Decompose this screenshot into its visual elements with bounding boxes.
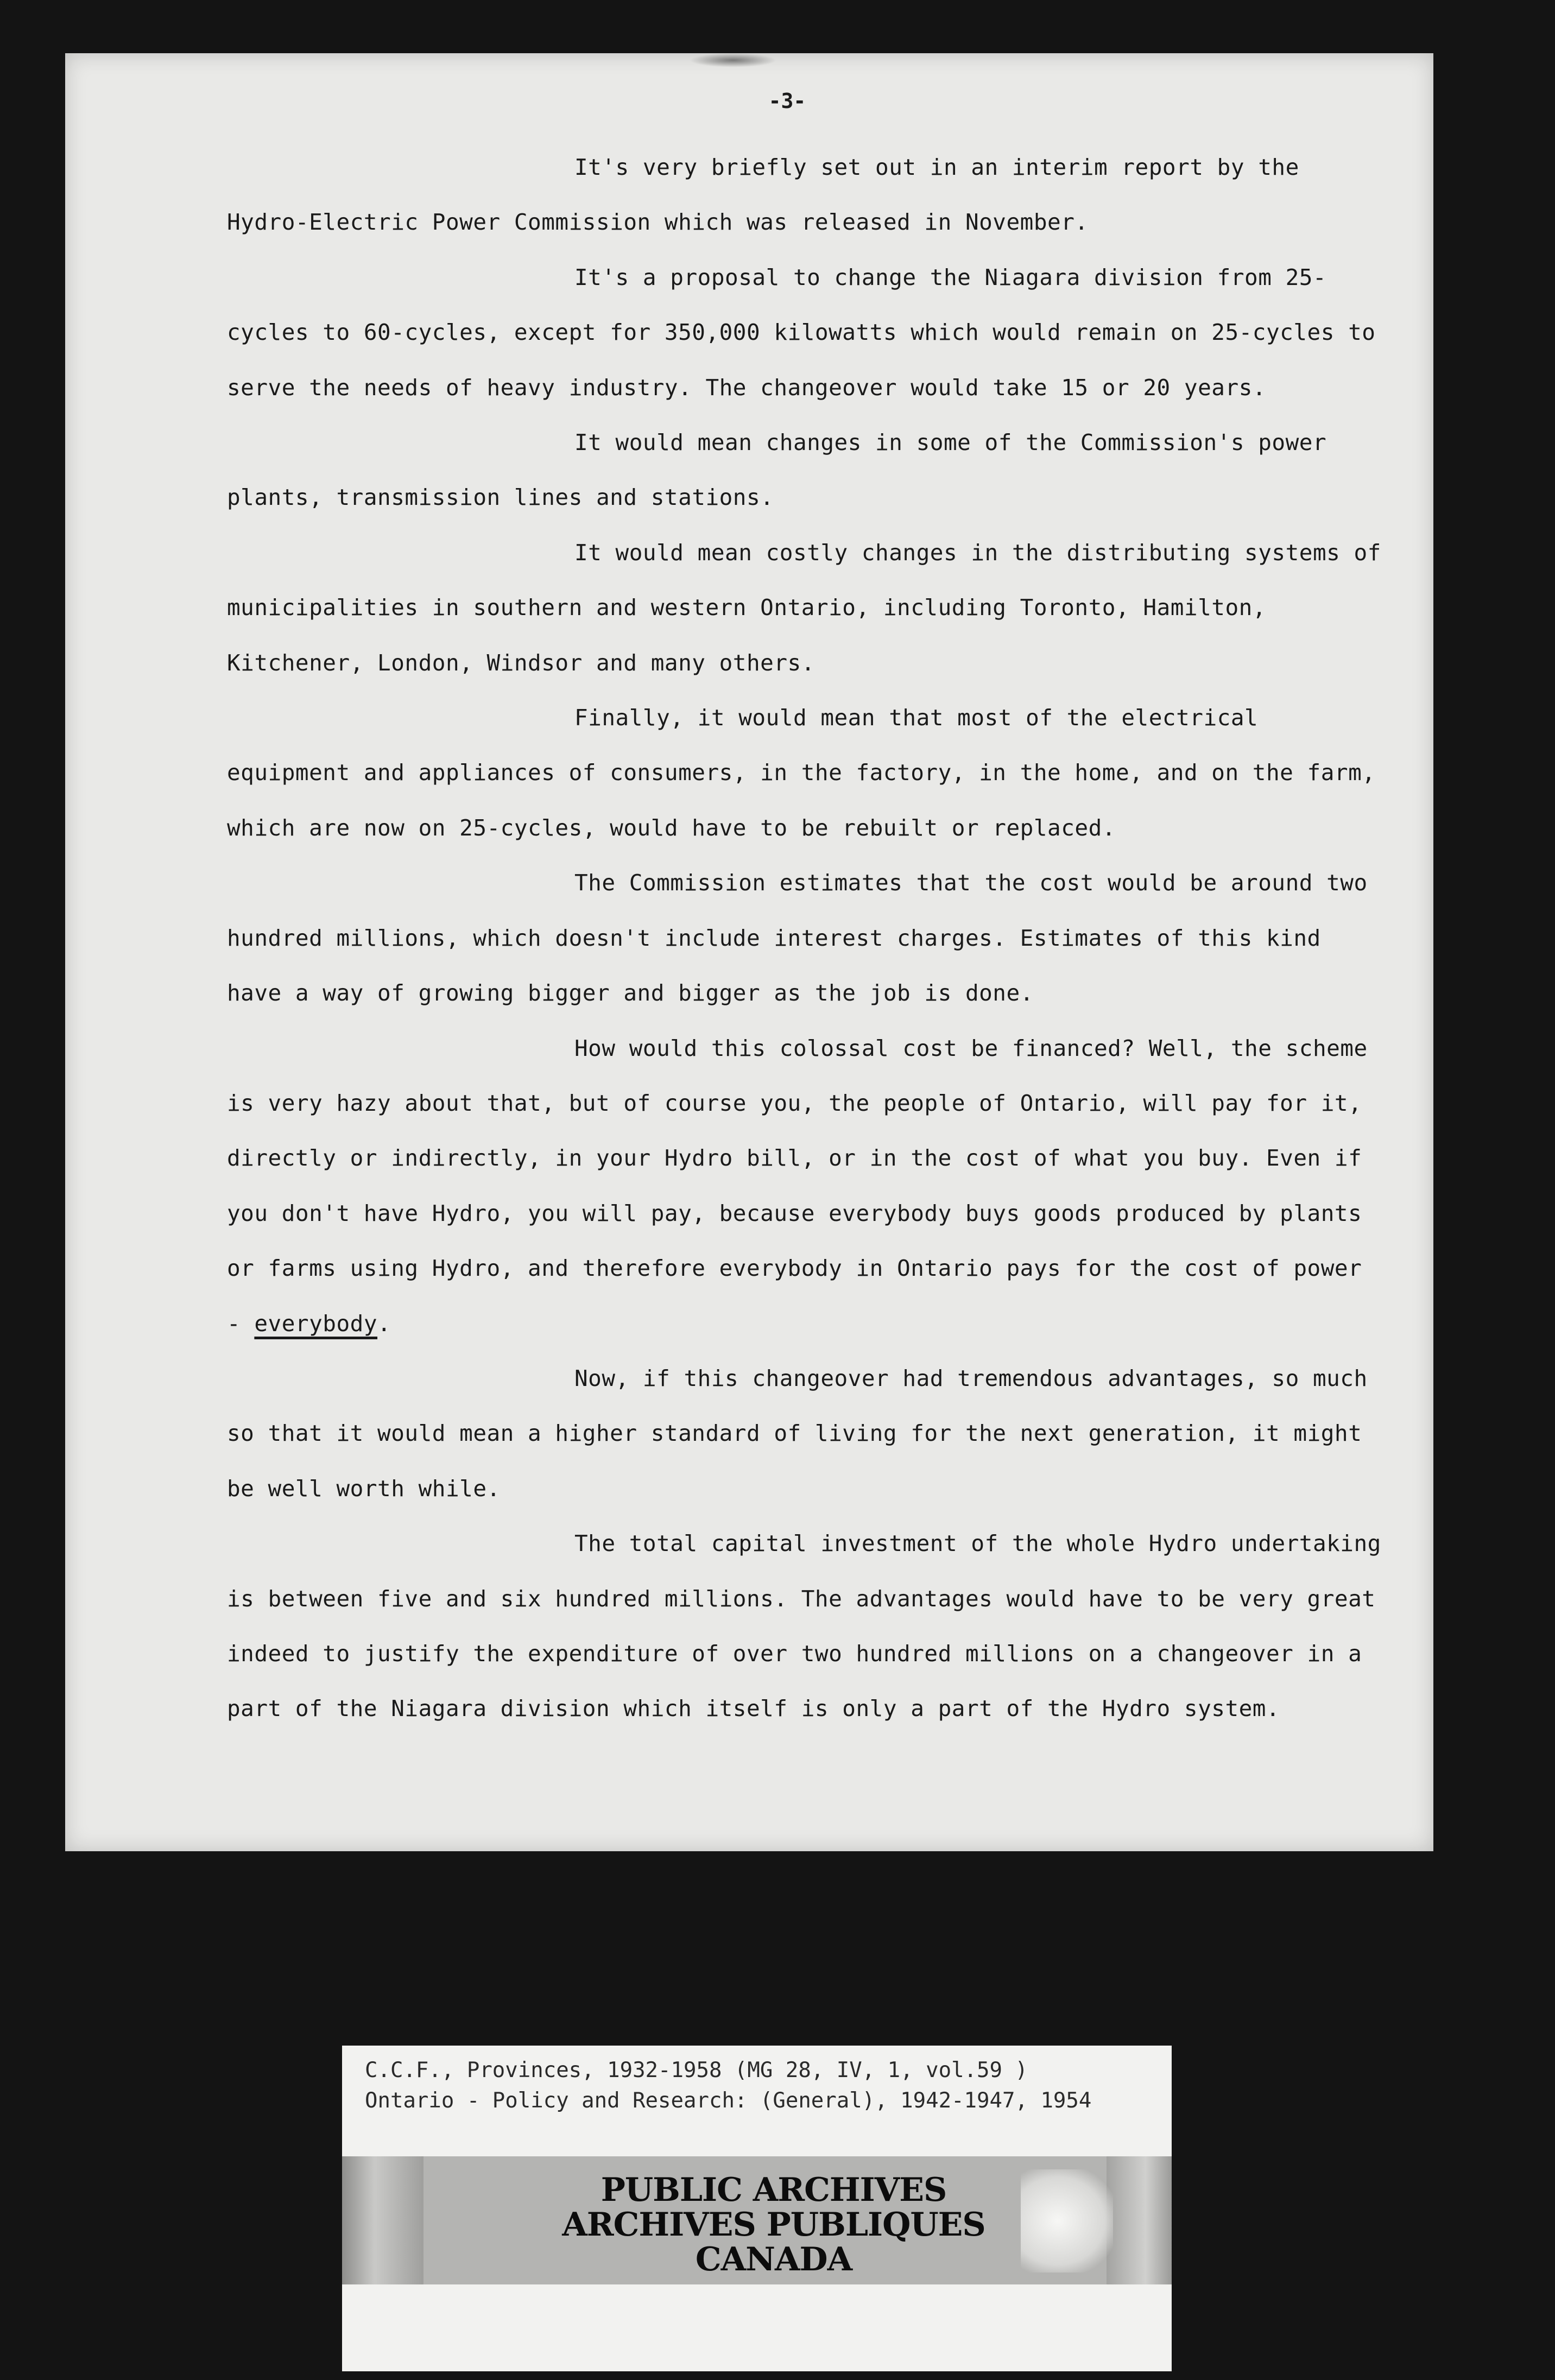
public-archives-stamp: PUBLIC ARCHIVES ARCHIVES PUBLIQUES CANADA: [562, 2171, 985, 2278]
paragraph-7: How would this colossal cost be financed? Well, the scheme is very hazy about that, but of course you, the people of Ontario, will pay for it, directly or indirectly, in your Hydro bill, or in the cost of what you buy. Even if you don't have Hydro, you will pay, because everybody buys goods produced by plants or farms using Hydro, and therefore everybody in Ontario pays for the cost of power - everybody.: [227, 1035, 1368, 1337]
paragraph-3: It would mean changes in some of the Commission's power plants, transmission lines and stations.: [227, 429, 1327, 511]
paragraph-4: It would mean costly changes in the distributing systems of municipalities in southern and western Ontario, including Toronto, Hamilton, Kitchener, London, Windsor and many others.: [227, 539, 1381, 676]
paragraph-1: It's very briefly set out in an interim report by the Hydro-Electric Power Commission which was released in November.: [227, 154, 1299, 236]
archive-stamp-band: [342, 2156, 1172, 2284]
archive-card-reference: [365, 2055, 1158, 2116]
paragraph-5: Finally, it would mean that most of the electrical equipment and appliances of consumers, in the factory, in the home, and on the farm, which are now on 25-cycles, would have to be rebuilt or replaced.: [227, 705, 1376, 841]
paragraph-9: The total capital investment of the whole Hydro undertaking is between five and six hundred millions. The advantages would have to be very great indeed to justify the expenditure of over two hundred millions on a changeover in a part of the Niagara division which itself is only a part of the Hydro system.: [227, 1530, 1381, 1722]
archive-card-line-2: Ontario - Policy and Research: (General), 1942-1947, 1954: [365, 2088, 1092, 2113]
paragraph-8: Now, if this changeover had tremendous advantages, so much so that it would mean a higher standard of living for the next generation, it might be well worth while.: [227, 1365, 1368, 1502]
page-smudge: [690, 53, 776, 67]
archive-card-line-1: C.C.F., Provinces, 1932-1958 (MG 28, IV, 1, vol.59 ): [365, 2058, 1028, 2082]
document-body: [227, 140, 1389, 1737]
archive-card: [342, 2046, 1172, 2371]
paragraph-2: It's a proposal to change the Niagara division from 25-cycles to 60-cycles, except for 350,000 kilowatts which would remain on 25-cycles to serve the needs of heavy industry. The changeover would take 15 or 20 years.: [227, 264, 1376, 401]
stamp-wear-patch: [1021, 2169, 1113, 2273]
paragraph-6: The Commission estimates that the cost would be around two hundred millions, which doesn't include interest charges. Estimates of this kind have a way of growing bigger and bigger as the job is done.: [227, 870, 1368, 1007]
page-number: -3-: [768, 89, 806, 113]
emphasis-everybody: everybody: [254, 1310, 378, 1337]
document-page: [65, 53, 1433, 1851]
